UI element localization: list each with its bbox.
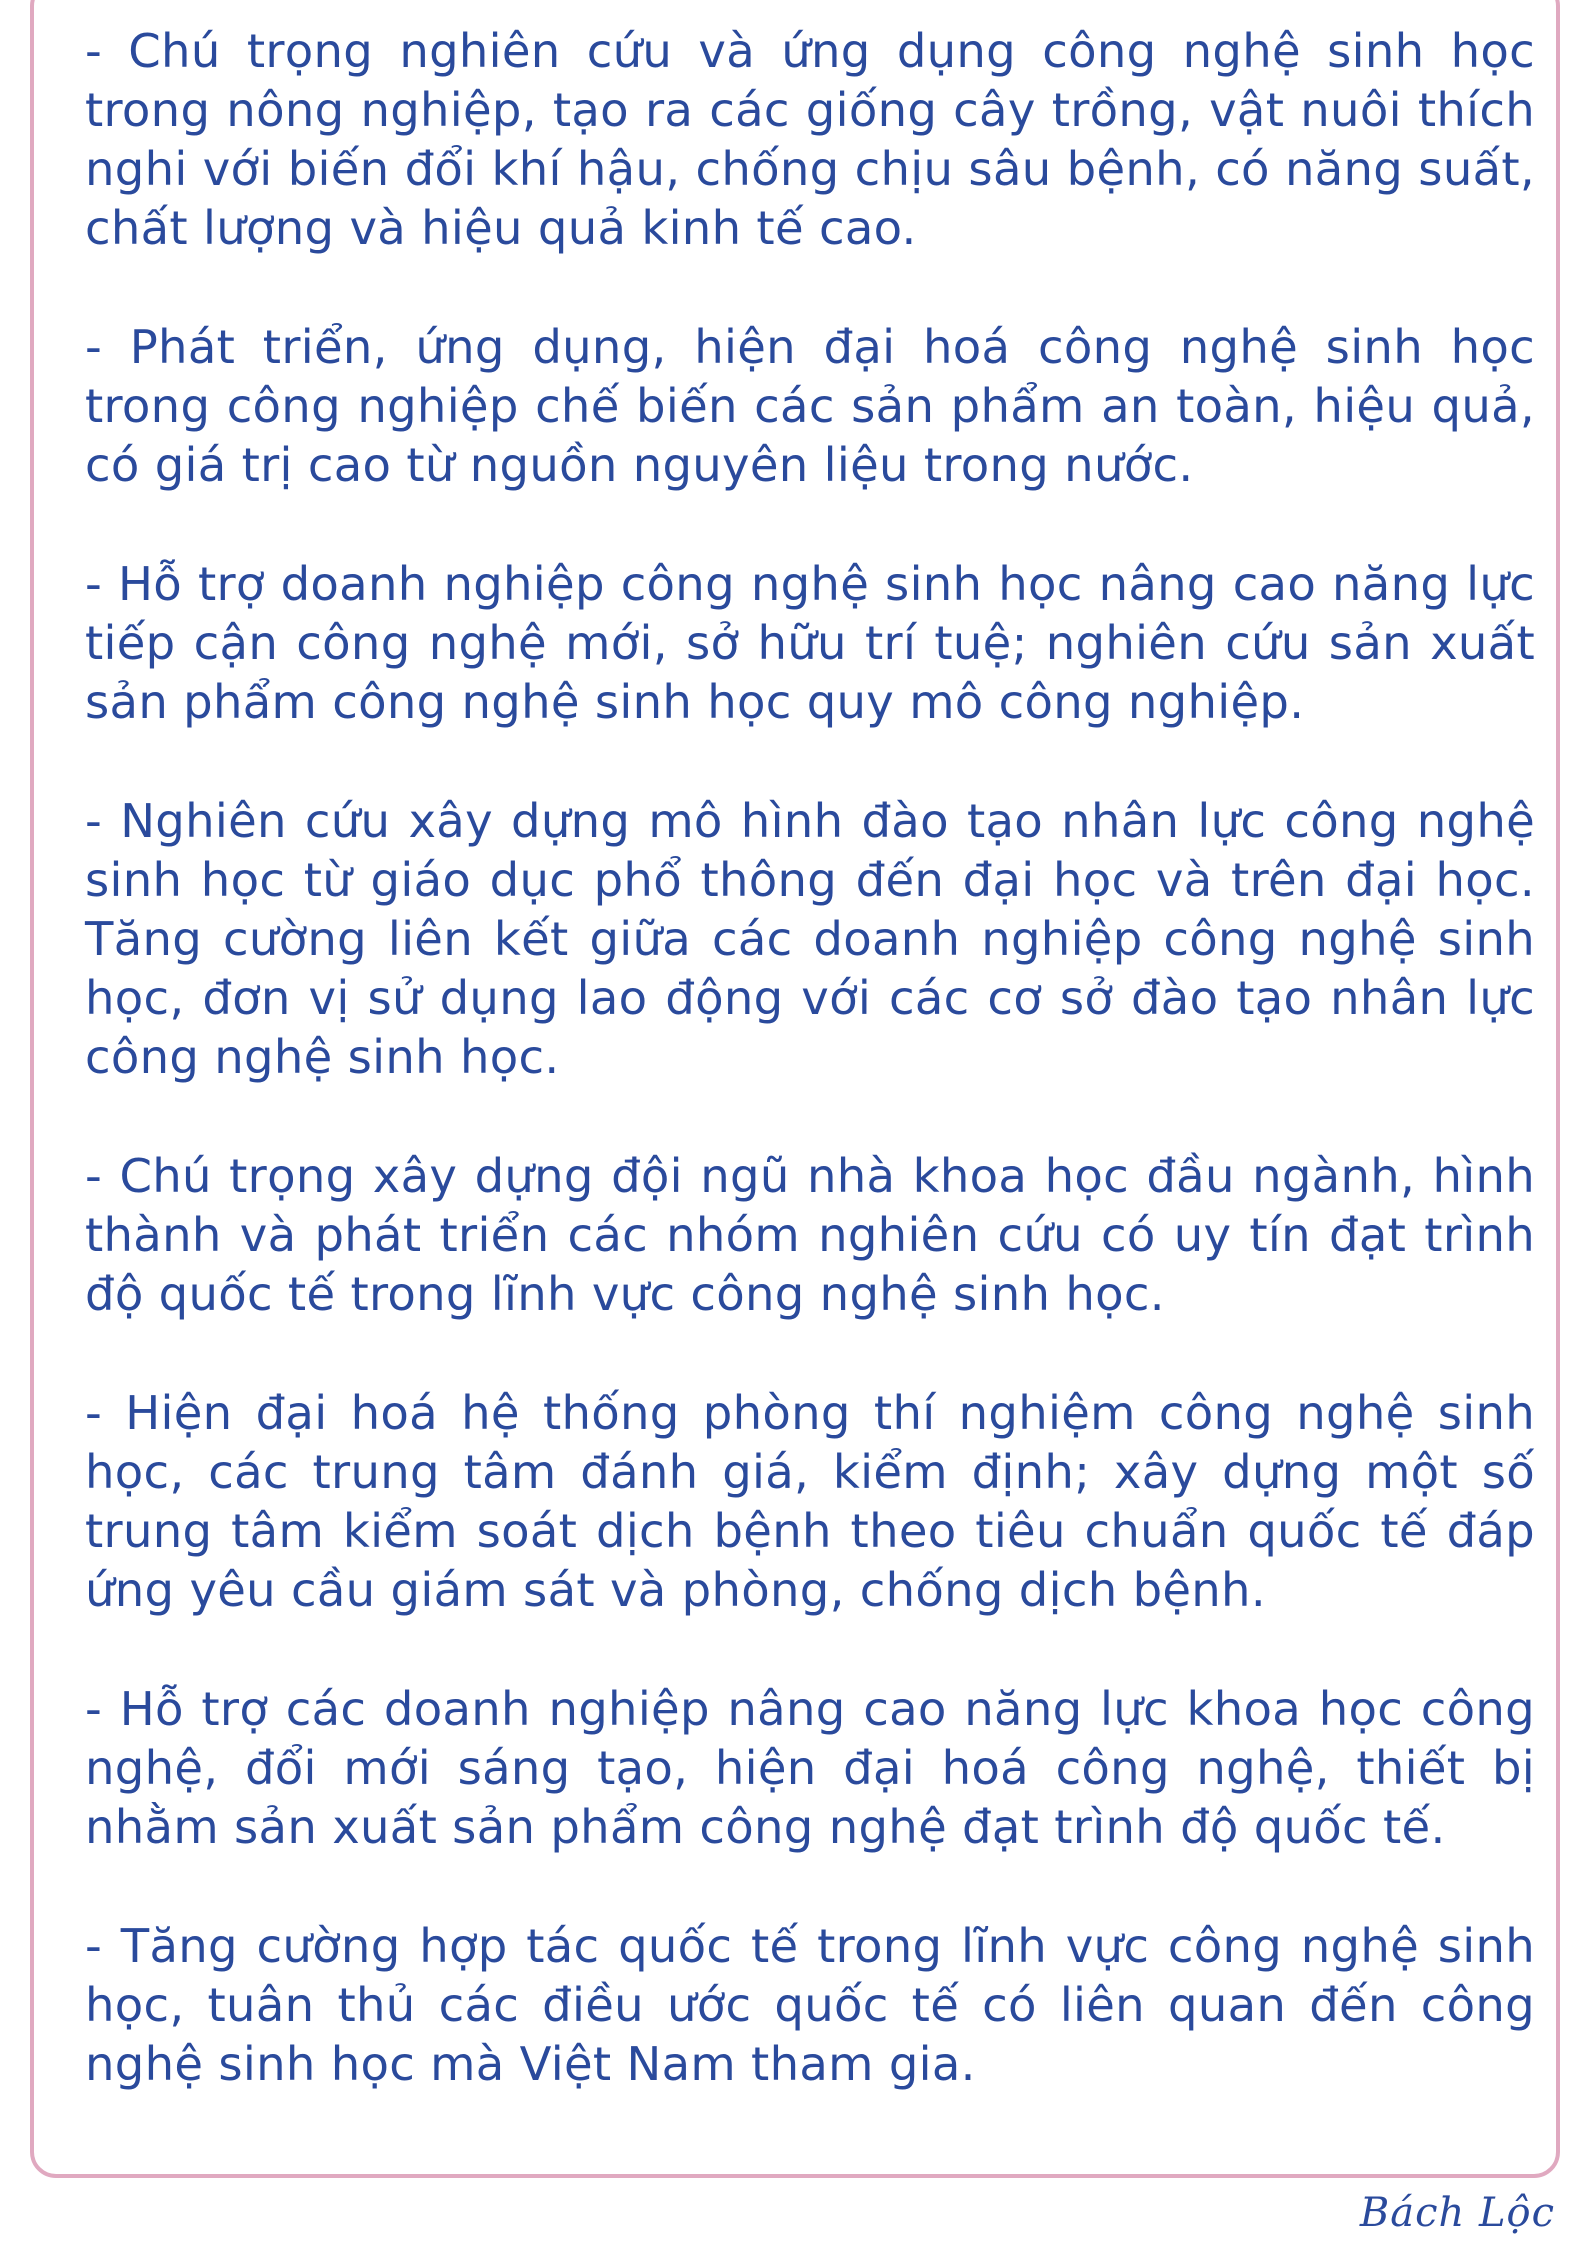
paragraph-5: - Chú trọng xây dựng đội ngũ nhà khoa học đầu ngành, hình thành và phát triển các nhóm nghiên cứu có uy tín đạt trình độ quốc tế trong lĩnh vực công nghệ sinh học. <box>85 1149 1535 1321</box>
paragraph-6: - Hiện đại hoá hệ thống phòng thí nghiệm công nghệ sinh học, các trung tâm đánh giá, kiểm định; xây dựng một số trung tâm kiểm soát dịch bệnh theo tiêu chuẩn quốc tế đáp ứng yêu cầu giám sát và phòng, chống dịch bệnh. <box>85 1386 1535 1617</box>
paragraph-3: - Hỗ trợ doanh nghiệp công nghệ sinh học nâng cao năng lực tiếp cận công nghệ mới, sở hữu trí tuệ; nghiên cứu sản xuất sản phẩm công nghệ sinh học quy mô công nghiệp. <box>85 557 1535 729</box>
paragraph-4: - Nghiên cứu xây dựng mô hình đào tạo nhân lực công nghệ sinh học từ giáo dục phổ thông đến đại học và trên đại học. Tăng cường liên kết giữa các doanh nghiệp công nghệ sinh học, đơn vị sử dụng lao động với các cơ sở đào tạo nhân lực công nghệ sinh học. <box>85 794 1535 1084</box>
author-signature: Bách Lộc <box>1359 2190 1555 2236</box>
paragraph-8: - Tăng cường hợp tác quốc tế trong lĩnh vực công nghệ sinh học, tuân thủ các điều ước quốc tế có liên quan đến công nghệ sinh học mà Việt Nam tham gia. <box>85 1919 1535 2091</box>
paragraph-1: - Chú trọng nghiên cứu và ứng dụng công nghệ sinh học trong nông nghiệp, tạo ra các giống cây trồng, vật nuôi thích nghi với biến đổi khí hậu, chống chịu sâu bệnh, có năng suất, chất lượng và hiệu quả kinh tế cao. <box>85 24 1535 255</box>
document-body <box>85 22 1535 2154</box>
paragraph-2: - Phát triển, ứng dụng, hiện đại hoá công nghệ sinh học trong công nghiệp chế biến các sản phẩm an toàn, hiệu quả, có giá trị cao từ nguồn nguyên liệu trong nước. <box>85 320 1535 492</box>
paragraph-7: - Hỗ trợ các doanh nghiệp nâng cao năng lực khoa học công nghệ, đổi mới sáng tạo, hiện đại hoá công nghệ, thiết bị nhằm sản xuất sản phẩm công nghệ đạt trình độ quốc tế. <box>85 1682 1535 1854</box>
